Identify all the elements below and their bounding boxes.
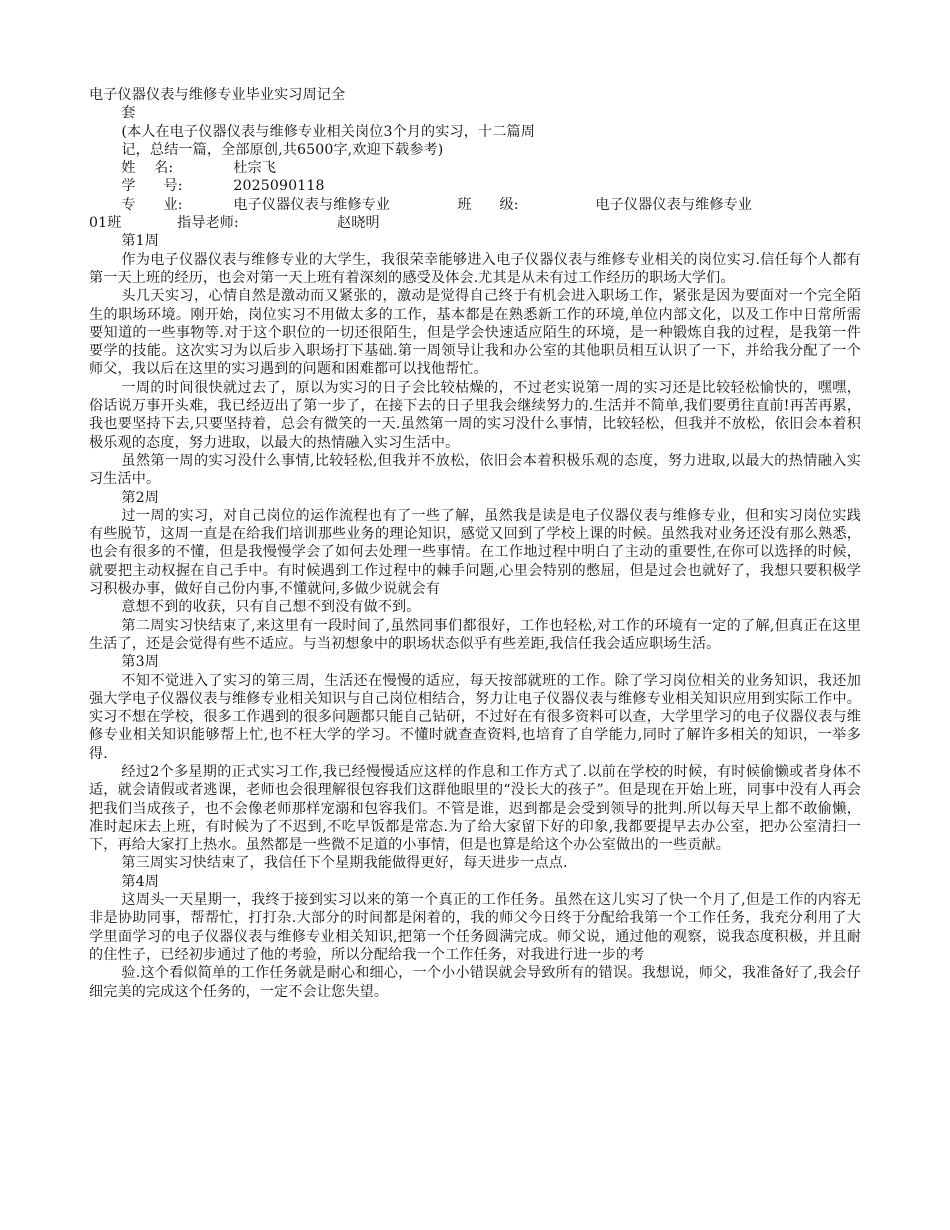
id-label: 学 号:: [121, 178, 183, 195]
intro-line-1: (本人在电子仪器仪表与维修专业相关岗位3个月的实习，十二篇周: [121, 123, 536, 140]
doc-title-continued: 套: [121, 105, 136, 122]
intro-line-2: 记，总结一篇，全部原创,共6500字,欢迎下载参考): [121, 141, 444, 158]
major-label: 专 业:: [121, 196, 183, 213]
paragraph: 经过2个多星期的正式实习工作,我已经慢慢适应这样的作息和工作方式了.以前在学校的时候，有时候偷懒或者身体不适，就会请假或者逃课，老师也会很理解很包容我们这群他眼里的“没长大的孩子”。但是现在开始上班，同事中没有人再会把我们当成孩子，也不会像老师那样宠溺和包容我们。不管是谁，迟到都是会受到领导的批判.所以每天早上都不敢偷懒，准时起床去上班，有时候为了不迟到,不吃早饭都是常态.为了给大家留下好的印象,我都要提早去办公室，把办公室清扫一下，再给大家打上热水。虽然都是一些微不足道的小事情，但是也算是给这个办公室做出的一些贡献。: [89, 763, 861, 854]
document-body: [89, 86, 861, 1001]
week-heading: 第4周: [121, 873, 160, 890]
teacher-value: 赵晓明: [337, 215, 380, 232]
major-value: 电子仪器仪表与维修专业: [233, 196, 391, 213]
paragraph: 不知不觉进入了实习的第三周，生活还在慢慢的适应，每天按部就班的工作。除了学习岗位相关的业务知识，我还加强大学电子仪器仪表与维修专业相关知识与自己岗位相结合，努力让电子仪器仪表与维修专业相关知识应用到实际工作中。实习不想在学校，很多工作遇到的很多问题都只能自己钻研，不过好在有很多资料可以查，大学里学习的电子仪器仪表与维修专业相关知识能够帮上忙,也不枉大学的学习。不懂时就查查资料,也培育了自学能力,同时了解许多相关的知识，一举多得.: [89, 672, 861, 762]
paragraph: 虽然第一周的实习没什么事情,比较轻松,但我并不放松，依旧会本着积极乐观的态度，努力进取,以最大的热情融入实习生活中。: [89, 452, 861, 488]
class-value: 电子仪器仪表与维修专业: [595, 196, 753, 213]
week-heading: 第2周: [121, 489, 160, 506]
paragraph: 第三周实习快结束了，我信任下个星期我能做得更好，每天进步一点点.: [121, 855, 568, 872]
paragraph: 头几天实习，心情自然是激动而又紧张的，激动是觉得自己终于有机会进入职场工作，紧张是因为要面对一个完全陌生的职场环境。刚开始，岗位实习不用做太多的工作，基本都是在熟悉新工作的环境,单位内部文化，以及工作中日常所需要知道的一些事物等.对于这个职位的一切还很陌生，但是学会快速适应陌生的环境，是一种锻炼自我的过程，是我第一件要学的技能。这次实习为以后步入职场打下基础.第一周领导让我和办公室的其他职员相互认识了一下，并给我分配了一个师父，我以后在这里的实习遇到的问题和困难都可以找他帮忙。: [89, 288, 861, 378]
doc-title: 电子仪器仪表与维修专业毕业实习周记全: [89, 87, 346, 103]
paragraph: 验.这个看似简单的工作任务就是耐心和细心，一个小小错误就会导致所有的错误。我想说，师父，我准备好了,我会仔细完美的完成这个任务的，一定不会让您失望。: [89, 965, 861, 1000]
week-heading: 第3周: [121, 654, 160, 671]
info-id-row: [89, 177, 861, 195]
paragraph: 这周头一天星期一，我终于接到实习以来的第一个真正的工作任务。虽然在这儿实习了快一个月了,但是工作的内容无非是协助同事，帮帮忙，打打杂.大部分的时间都是闲着的，我的师父今日终于分配给我第一个工作任务，我充分利用了大学里面学习的电子仪器仪表与维修专业相关知识,把第一个任务圆满完成。师父说，通过他的观察，说我态度积极，并且耐的住性子，已经初步通过了他的考验，所以分配给我一个工作任务，对我进行进一步的考: [89, 892, 861, 963]
info-major-class-row: [89, 196, 861, 214]
paragraph: 意想不到的收获，只有自己想不到没有做不到。: [121, 599, 421, 616]
info-class-teacher-row: [89, 214, 861, 232]
paragraph: 过一周的实习，对自己岗位的运作流程也有了一些了解，虽然我是读是电子仪器仪表与维修专业，但和实习岗位实践有些脱节，这周一直是在给我们培训那些业务的理论知识，感觉又回到了学校上课的时候。虽然我对业务还没有那么熟悉，也会有很多的不懂，但是我慢慢学会了如何去处理一些事情。在工作地过程中明白了主动的重要性,在你可以选择的时候，就要把主动权握在自己手中。有时候遇到工作过程中的棘手问题,心里会特别的憋屈，但是过会也就好了，我想只要积极学习积极办事，做好自己份内事,不懂就问,多做少说就会有: [89, 507, 861, 598]
id-value: 2025090118: [233, 178, 325, 195]
teacher-label: 指导老师:: [177, 215, 239, 232]
paragraph: 第二周实习快结束了,来这里有一段时间了,虽然同事们都很好，工作也轻松,对工作的环境有一定的了解,但真正在这里生活了，还是会觉得有些不适应。与当初想象中的职场状态似乎有些差距,我信任我会适应职场生活。: [89, 617, 861, 652]
name-value: 杜宗飞: [233, 160, 277, 177]
week-heading: 第1周: [121, 233, 160, 250]
info-name-row: [89, 159, 861, 177]
class-label: 班 级:: [457, 196, 519, 213]
paragraph: 一周的时间很快就过去了，原以为实习的日子会比较枯燥的，不过老实说第一周的实习还是比较轻松愉快的，嘿嘿，俗话说万事开头难，我已经迈出了第一步了，在接下去的日子里我会继续努力的.生活并不简单,我们要勇往直前!再苦再累，我也要坚持下去,只要坚持着，总会有微笑的一天.虽然第一周的实习没什么事情，比较轻松，但我并不放松，依旧会本着积极乐观的态度，努力进取，以最大的热情融入实习生活中。: [89, 379, 861, 451]
paragraph: 作为电子仪器仪表与维修专业的大学生，我很荣幸能够进入电子仪器仪表与维修专业相关的岗位实习.信任每个人都有第一天上班的经历，也会对第一天上班有着深刻的感受及体会.尤其是从未有过工作经历的职场大学们。: [89, 251, 861, 286]
name-label: 姓 名:: [121, 160, 174, 177]
class-value-continued: 01班: [89, 215, 122, 232]
